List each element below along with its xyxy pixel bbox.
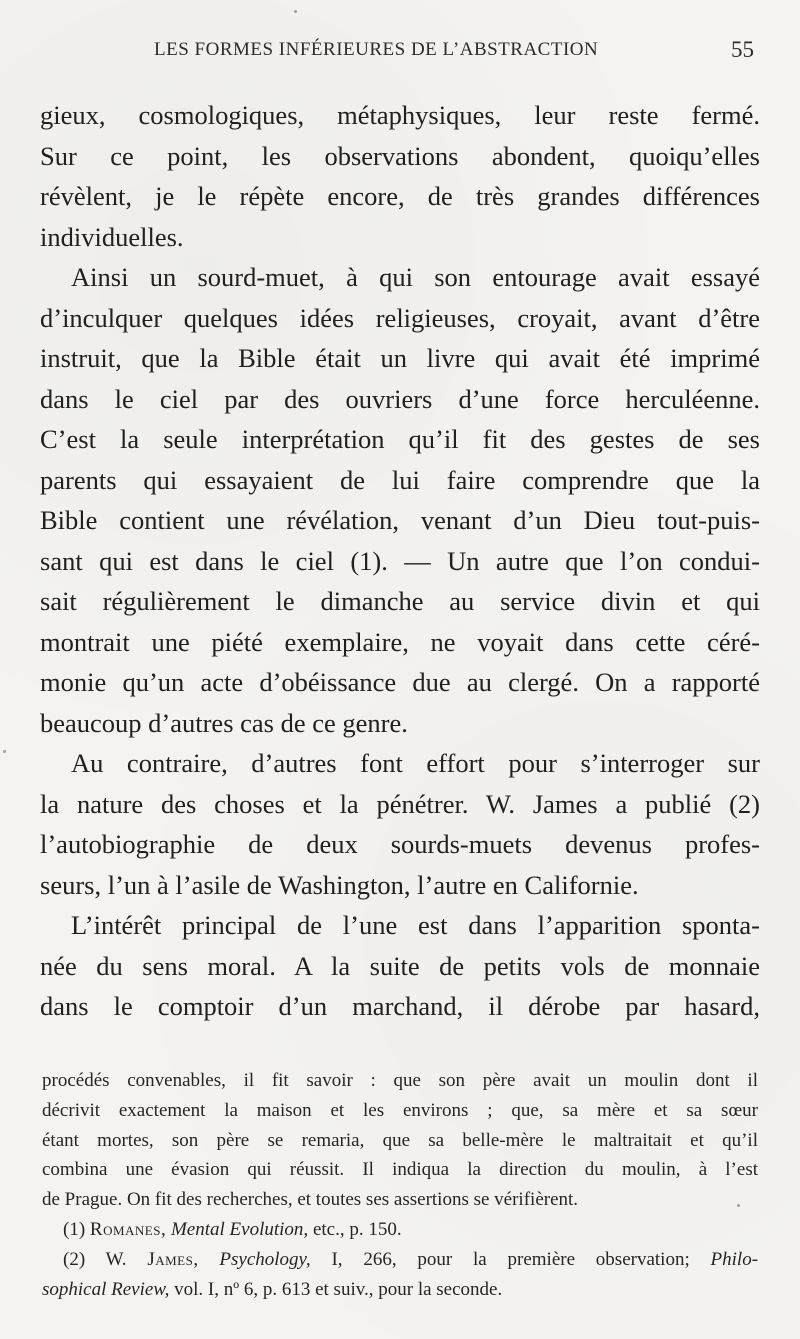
text-line: d’inculquer quelques idées religieuses, croyait, avant d’être (40, 302, 760, 333)
text-line: Sur ce point, les observations abondent, quoiqu’elles (40, 140, 760, 171)
text-line: C’est la seule interprétation qu’il fit des gestes de ses (40, 424, 760, 454)
text-line: seurs, l’un à l’asile de Washington, l’autre en Californie. (40, 869, 639, 900)
text-line: gieux, cosmologiques, métaphysiques, leur reste fermé. (40, 100, 760, 130)
footnote-author: James, (147, 1248, 199, 1270)
footnote-continuation-line: étant mortes, son père se remaria, que sa belle-mère le maltraitait et qu’il (42, 1129, 758, 1151)
footnote-2-line-2 (42, 1275, 758, 1305)
footnote-marker: (1) (63, 1218, 86, 1240)
footnote-continuation-line: procédés convenables, il fit savoir : que son père avait un moulin dont il (42, 1070, 758, 1091)
footnote-rest: vol. I, nº 6, p. 613 et suiv., pour la seconde. (174, 1278, 503, 1300)
footnote-continuation-line: décrivit exactement la maison et les environs ; que, sa mère et sa sœur (42, 1099, 758, 1121)
text-line: Bible contient une révélation, venant d’un Dieu tout-puis- (40, 505, 760, 535)
text-line: monie qu’un acte d’obéissance due au clergé. On a rapporté (40, 667, 760, 697)
page-number: 55 (731, 37, 754, 62)
footnotes (42, 1066, 758, 1304)
text-line: sant qui est dans le ciel (1). — Un autre que l’on condui- (40, 545, 760, 576)
footnote-1 (42, 1215, 758, 1245)
text-line: l’autobiographie de deux sourds-muets devenus profes- (40, 829, 760, 859)
paragraph-3 (40, 743, 760, 905)
text-line: révèlent, je le répète encore, de très grandes différences (40, 181, 760, 211)
page-header (0, 38, 800, 64)
text-line: dans le comptoir d’un marchand, il dérobe par hasard, (40, 991, 760, 1021)
footnote-title: Mental Evolution, (170, 1218, 309, 1240)
text-line: Ainsi un sourd-muet, à qui son entourage avait essayé (71, 262, 760, 292)
footnote-continuation-line: de Prague. On fit des recherches, et toutes ses assertions se vérifièrent. (42, 1189, 579, 1211)
footnote-2-line-1 (42, 1245, 758, 1275)
footnote-rest: I, 266, pour la première observation; (331, 1248, 690, 1270)
paragraph-1 (40, 95, 760, 257)
text-line: Au contraire, d’autres font effort pour s’interroger sur (71, 748, 760, 778)
paper-speck (294, 10, 297, 13)
text-line: la nature des choses et la pénétrer. W. James a publié (2) (40, 788, 760, 819)
text-line: née du sens moral. A la suite de petits vols de monnaie (40, 950, 760, 981)
text-line: individuelles. (40, 221, 184, 252)
paper-speck (737, 1204, 740, 1207)
text-line: instruit, que la Bible était un livre qui avait été imprimé (40, 343, 760, 373)
footnote-title: Psychology, (219, 1248, 311, 1270)
text-line: parents qui essayaient de lui faire comprendre que la (40, 464, 760, 495)
paper-speck (3, 750, 6, 753)
footnote-continuation-line: combina une évasion qui réussit. Il indiqua la direction du moulin, à l’est (42, 1159, 758, 1181)
footnote-journal-start: Philo- (710, 1248, 758, 1270)
footnote-journal-end: sophical Review, (42, 1278, 170, 1300)
text-line: L’intérêt principal de l’une est dans l’apparition sponta- (71, 910, 760, 940)
footnote-author: Romanes, (89, 1218, 167, 1240)
running-title: LES FORMES INFÉRIEURES DE L’ABSTRACTION (154, 39, 599, 60)
text-line: sait régulièrement le dimanche au service divin et qui (40, 586, 760, 616)
paragraph-4 (40, 905, 760, 1027)
text-line: dans le ciel par des ouvriers d’une force herculéenne. (40, 383, 760, 414)
text-line: beaucoup d’autres cas de ce genre. (40, 707, 408, 738)
text-line: montrait une piété exemplaire, ne voyait dans cette céré- (40, 626, 760, 657)
footnote-marker: (2) W. (63, 1248, 127, 1270)
paragraph-2 (40, 257, 760, 743)
footnote-rest: etc., p. 150. (312, 1218, 402, 1240)
main-text (40, 95, 760, 1027)
